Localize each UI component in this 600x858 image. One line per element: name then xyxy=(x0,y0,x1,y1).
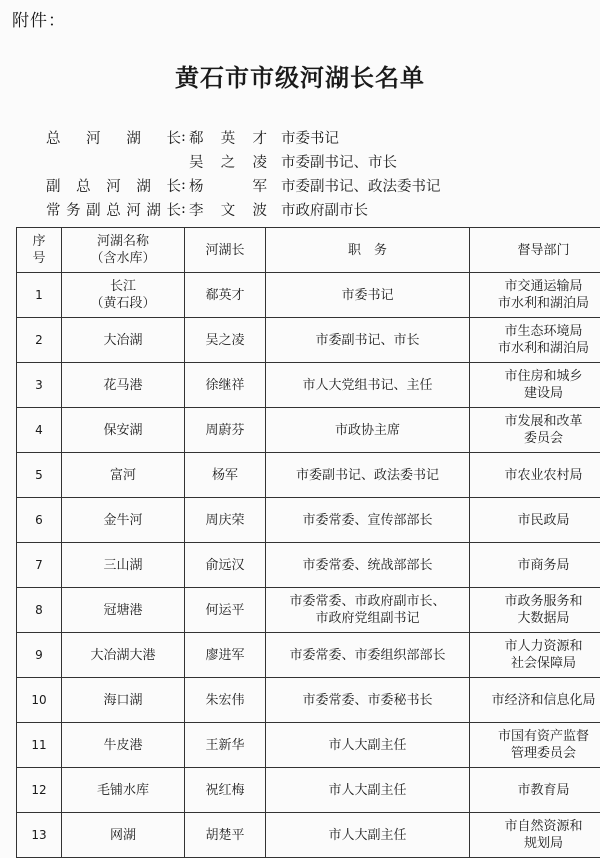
header-river-name: 河湖名称 （含水库） xyxy=(62,228,185,273)
chief-list xyxy=(46,125,441,221)
cell-department: 市生态环境局 市水利和湖泊局 xyxy=(470,318,600,363)
header-post: 职 务 xyxy=(266,228,470,273)
table-header-row xyxy=(17,228,600,273)
cell-river: 冠塘港 xyxy=(62,588,185,633)
cell-index: 12 xyxy=(17,768,62,813)
table-row xyxy=(17,723,600,768)
cell-river: 大冶湖 xyxy=(62,318,185,363)
table-row xyxy=(17,453,600,498)
cell-chief: 祝红梅 xyxy=(185,768,266,813)
cell-river: 金牛河 xyxy=(62,498,185,543)
cell-post: 市委书记 xyxy=(266,273,470,318)
cell-river: 牛皮港 xyxy=(62,723,185,768)
table-row xyxy=(17,273,600,318)
cell-department: 市国有资产监督 管理委员会 xyxy=(470,723,600,768)
cell-river: 海口湖 xyxy=(62,678,185,723)
cell-post: 市委副书记、市长 xyxy=(266,318,470,363)
cell-index: 13 xyxy=(17,813,62,858)
cell-department: 市住房和城乡 建设局 xyxy=(470,363,600,408)
cell-post: 市人大副主任 xyxy=(266,768,470,813)
chief-row xyxy=(46,149,441,173)
chief-name: 李文波 xyxy=(189,199,267,220)
chief-post: 市委副书记、市长 xyxy=(281,151,397,172)
table-row xyxy=(17,768,600,813)
cell-index: 11 xyxy=(17,723,62,768)
cell-department: 市人力资源和 社会保障局 xyxy=(470,633,600,678)
cell-index: 7 xyxy=(17,543,62,588)
chief-post: 市委副书记、政法委书记 xyxy=(281,175,441,196)
cell-chief: 杨军 xyxy=(185,453,266,498)
chief-row xyxy=(46,125,441,149)
table-row xyxy=(17,543,600,588)
cell-department: 市发展和改革 委员会 xyxy=(470,408,600,453)
cell-river: 长江 （黄石段） xyxy=(62,273,185,318)
cell-post: 市人大党组书记、主任 xyxy=(266,363,470,408)
colon: : xyxy=(181,201,189,217)
cell-index: 8 xyxy=(17,588,62,633)
attachment-label: 附件： xyxy=(12,6,66,31)
table-row xyxy=(17,813,600,858)
chief-row xyxy=(46,197,441,221)
cell-index: 3 xyxy=(17,363,62,408)
colon: : xyxy=(181,129,189,145)
cell-river: 三山湖 xyxy=(62,543,185,588)
cell-department: 市教育局 xyxy=(470,768,600,813)
cell-post: 市委常委、市委组织部部长 xyxy=(266,633,470,678)
cell-index: 2 xyxy=(17,318,62,363)
cell-department: 市经济和信息化局 xyxy=(470,678,600,723)
cell-post: 市人大副主任 xyxy=(266,813,470,858)
cell-post: 市委常委、宣传部部长 xyxy=(266,498,470,543)
cell-chief: 王新华 xyxy=(185,723,266,768)
cell-post: 市人大副主任 xyxy=(266,723,470,768)
cell-index: 9 xyxy=(17,633,62,678)
cell-index: 4 xyxy=(17,408,62,453)
cell-index: 1 xyxy=(17,273,62,318)
cell-river: 毛铺水库 xyxy=(62,768,185,813)
header-index: 序 号 xyxy=(17,228,62,273)
cell-post: 市政协主席 xyxy=(266,408,470,453)
chief-post: 市委书记 xyxy=(281,127,339,148)
table-row xyxy=(17,633,600,678)
cell-department: 市交通运输局 市水利和湖泊局 xyxy=(470,273,600,318)
header-department: 督导部门 xyxy=(470,228,600,273)
cell-index: 10 xyxy=(17,678,62,723)
table-row xyxy=(17,588,600,633)
cell-chief: 胡楚平 xyxy=(185,813,266,858)
cell-chief: 朱宏伟 xyxy=(185,678,266,723)
chief-role: 总河湖长 xyxy=(46,127,181,148)
chief-role: 副总河湖长 xyxy=(46,175,181,196)
table-row xyxy=(17,318,600,363)
table-row xyxy=(17,408,600,453)
header-chief: 河湖长 xyxy=(185,228,266,273)
chief-post: 市政府副市长 xyxy=(281,199,368,220)
cell-index: 6 xyxy=(17,498,62,543)
document-title: 黄石市市级河湖长名单 xyxy=(0,58,600,93)
chief-row xyxy=(46,173,441,197)
cell-river: 富河 xyxy=(62,453,185,498)
cell-chief: 周庆荣 xyxy=(185,498,266,543)
cell-chief: 郗英才 xyxy=(185,273,266,318)
colon: : xyxy=(181,177,189,193)
cell-chief: 周蔚芬 xyxy=(185,408,266,453)
chief-role: 常务副总河湖长 xyxy=(46,199,181,220)
chief-name: 吴之凌 xyxy=(189,151,267,172)
cell-chief: 吴之凌 xyxy=(185,318,266,363)
table-row xyxy=(17,363,600,408)
cell-river: 大冶湖大港 xyxy=(62,633,185,678)
cell-chief: 俞远汉 xyxy=(185,543,266,588)
cell-post: 市委副书记、政法委书记 xyxy=(266,453,470,498)
cell-chief: 徐继祥 xyxy=(185,363,266,408)
cell-department: 市民政局 xyxy=(470,498,600,543)
cell-department: 市自然资源和 规划局 xyxy=(470,813,600,858)
cell-department: 市政务服务和 大数据局 xyxy=(470,588,600,633)
cell-chief: 何运平 xyxy=(185,588,266,633)
cell-post: 市委常委、市政府副市长、 市政府党组副书记 xyxy=(266,588,470,633)
cell-index: 5 xyxy=(17,453,62,498)
cell-department: 市农业农村局 xyxy=(470,453,600,498)
cell-river: 保安湖 xyxy=(62,408,185,453)
chief-name: 杨军 xyxy=(189,175,267,196)
river-chief-table xyxy=(16,227,600,858)
cell-post: 市委常委、统战部部长 xyxy=(266,543,470,588)
chief-name: 郗英才 xyxy=(189,127,267,148)
table-row xyxy=(17,678,600,723)
cell-post: 市委常委、市委秘书长 xyxy=(266,678,470,723)
cell-department: 市商务局 xyxy=(470,543,600,588)
cell-river: 花马港 xyxy=(62,363,185,408)
table-row xyxy=(17,498,600,543)
cell-chief: 廖进军 xyxy=(185,633,266,678)
cell-river: 网湖 xyxy=(62,813,185,858)
